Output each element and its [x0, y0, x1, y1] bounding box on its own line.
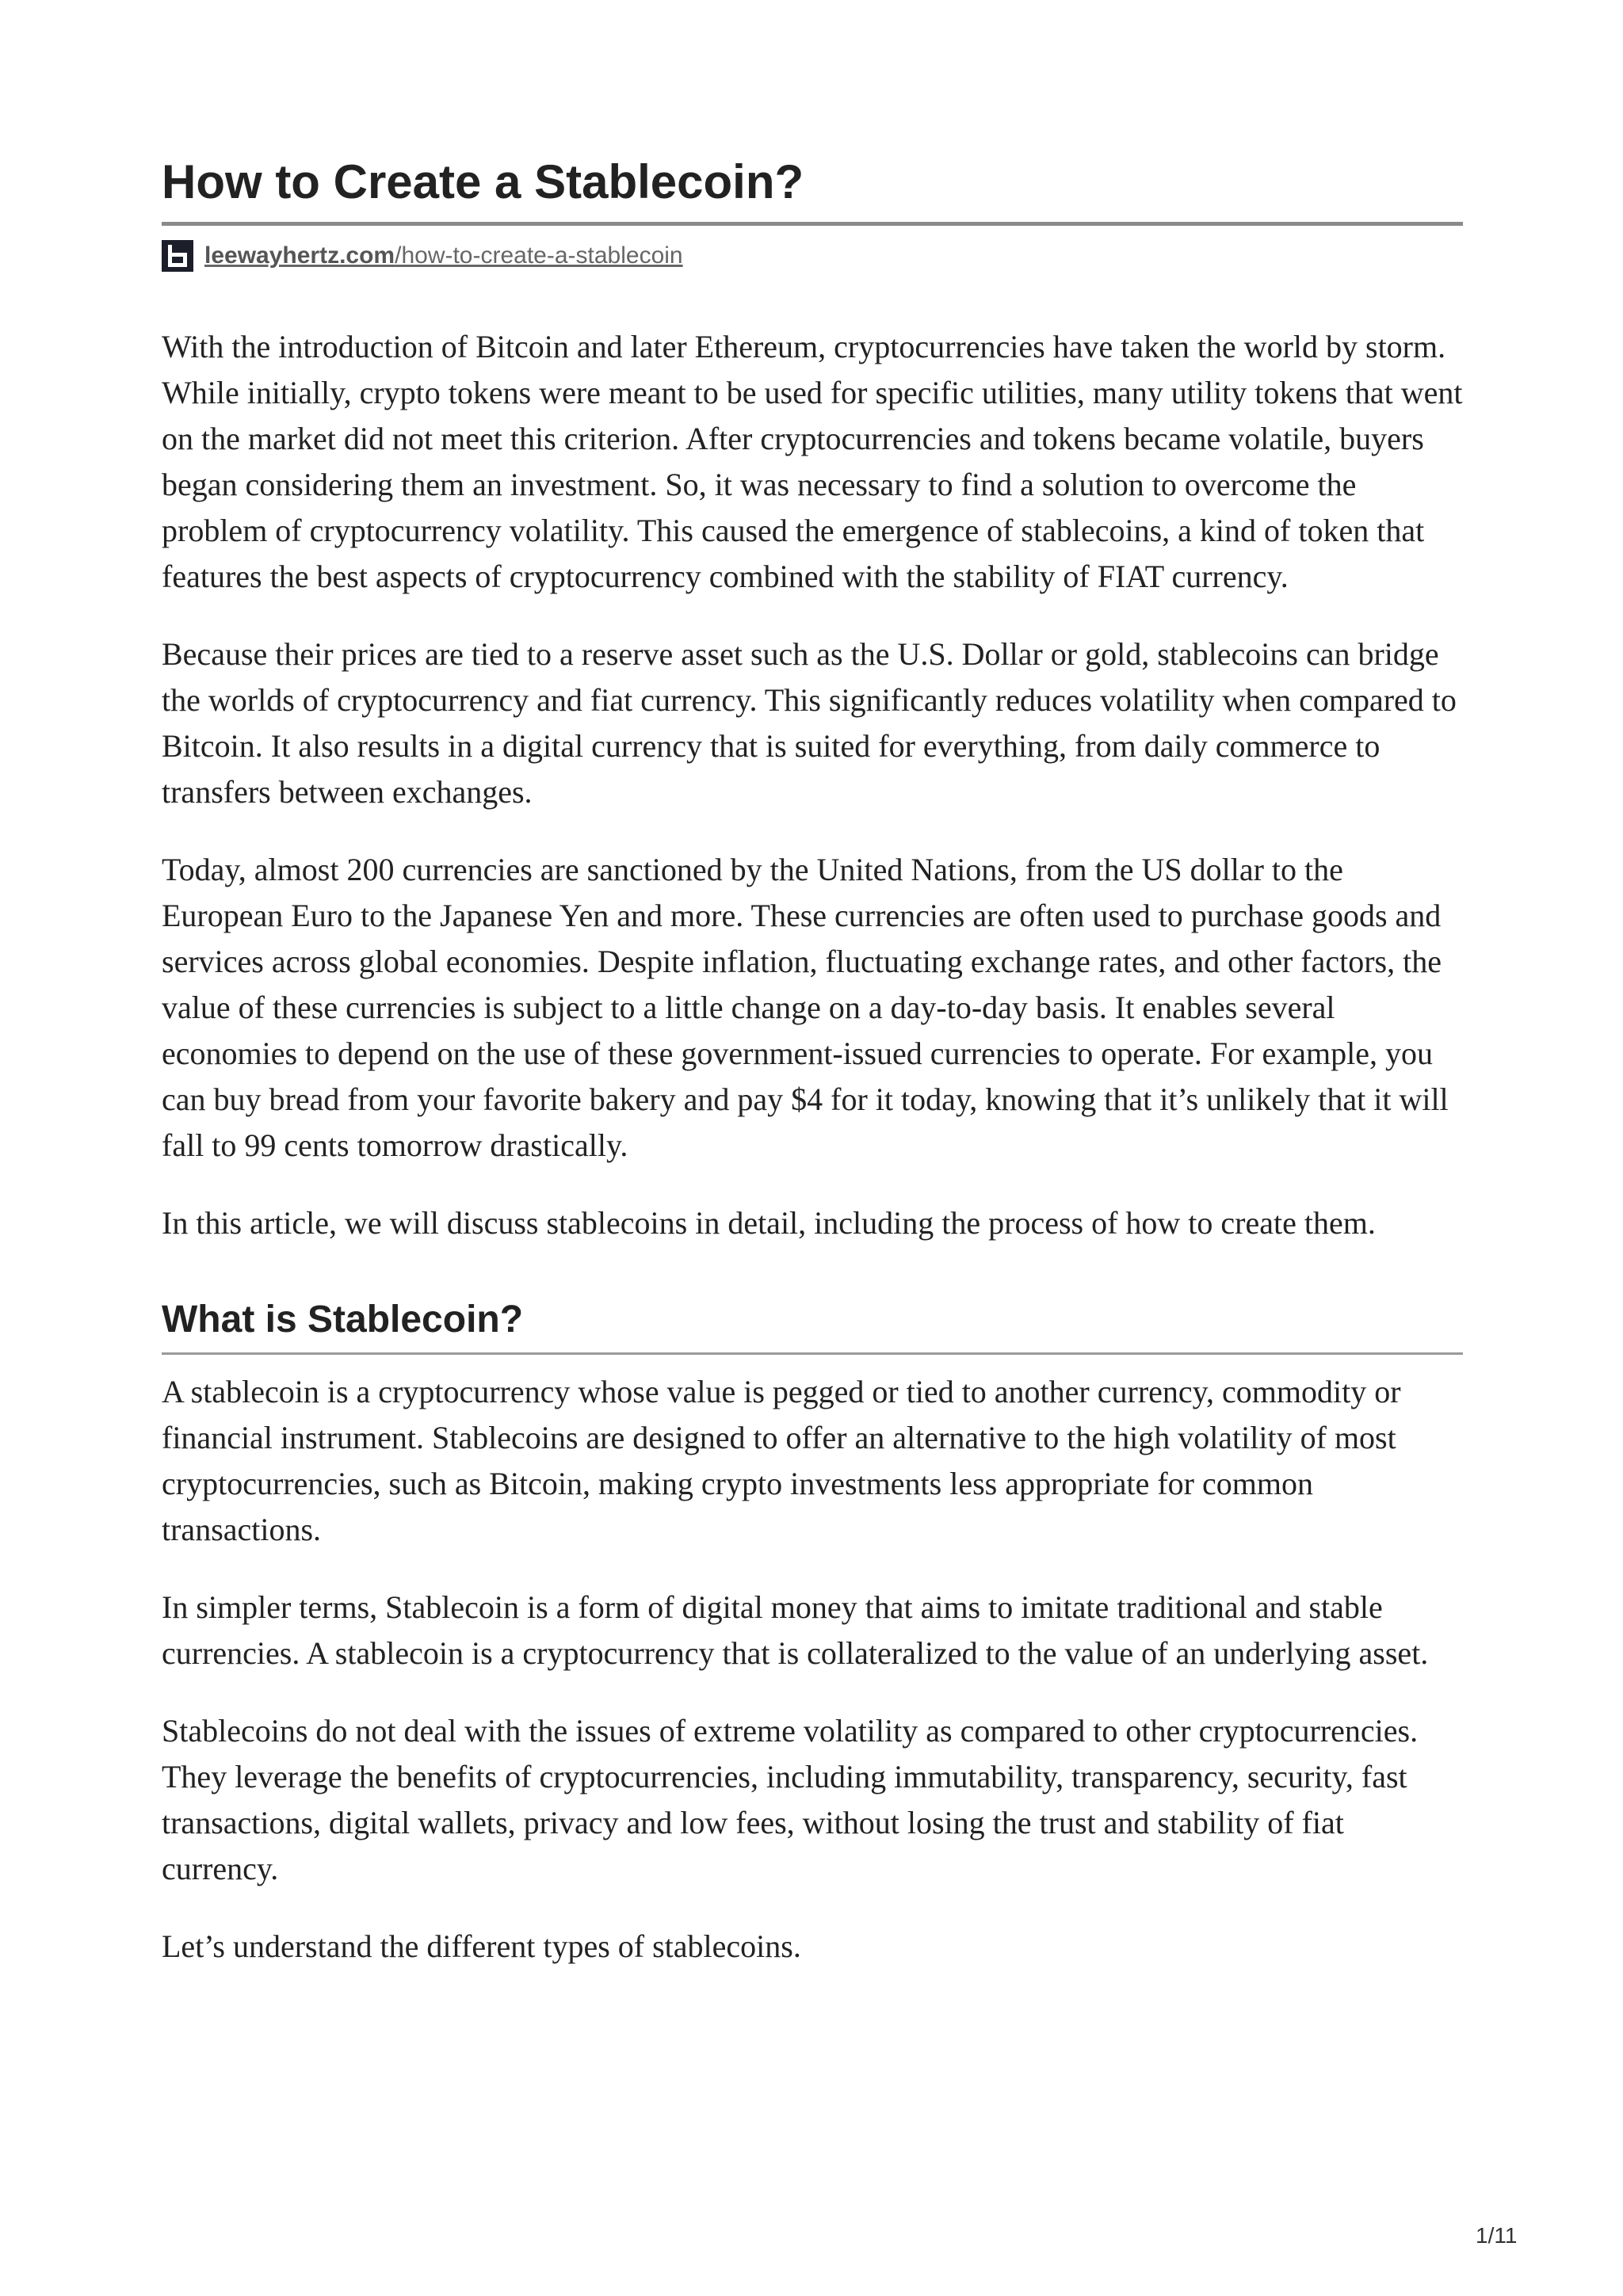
intro-paragraph-1: With the introduction of Bitcoin and later Ethereum, cryptocurrencies have taken the world by storm. While initially, crypto tokens were meant to be used for specific utilities, many utility tokens that went on the market did not meet this criterion. After cryptocurrencies and tokens became volatile, buyers began considering them an investment. So, it was necessary to find a solution to overcome the problem of cryptocurrency volatility. This caused the emergence of stablecoins, a kind of token that features the best aspects of cryptocurrency combined with the stability of FIAT currency. — [162, 329, 1463, 594]
intro-paragraph-3: Today, almost 200 currencies are sanctioned by the United Nations, from the US dollar to the European Euro to the Japanese Yen and more. These currencies are often used to purchase goods and services across global economies. Despite inflation, fluctuating exchange rates, and other factors, the value of these currencies is subject to a little change on a day-to-day basis. It enables several economies to depend on the use of these government-issued currencies to operate. For example, you can buy bread from your favorite bakery and pay $4 for it today, knowing that it’s unlikely that it will fall to 99 cents tomorrow drastically. — [162, 852, 1449, 1163]
source-link[interactable] — [204, 242, 683, 269]
page-title: How to Create a Stablecoin? — [162, 155, 804, 208]
page-number: 1/11 — [1476, 2223, 1518, 2248]
intro-paragraph-4: In this article, we will discuss stablecoins in detail, including the process of how to create them. — [162, 1205, 1376, 1241]
source-path: /how-to-create-a-stablecoin — [395, 242, 683, 269]
section-paragraph-2: In simpler terms, Stablecoin is a form of digital money that aims to imitate traditional and stable currencies. A stablecoin is a cryptocurrency that is collateralized to the value of an underlying asset. — [162, 1589, 1429, 1671]
source-line — [162, 240, 1463, 272]
leewayhertz-logo-icon — [162, 240, 193, 272]
section-divider — [162, 1352, 1463, 1355]
section-paragraph-3: Stablecoins do not deal with the issues of extreme volatility as compared to other cryptocurrencies. They leverage the benefits of cryptocurrencies, including immutability, transparency, security, fast transactions, digital wallets, privacy and low fees, without losing the trust and stability of fiat currency. — [162, 1713, 1419, 1886]
title-divider — [162, 222, 1463, 226]
section-heading-what-is-stablecoin: What is Stablecoin? — [162, 1299, 524, 1341]
source-domain: leewayhertz.com — [204, 242, 395, 269]
section-paragraph-4: Let’s understand the different types of stablecoins. — [162, 1928, 801, 1964]
intro-paragraph-2: Because their prices are tied to a reserve asset such as the U.S. Dollar or gold, stablecoins can bridge the worlds of cryptocurrency and fiat currency. This significantly reduces volatility when compared to Bitcoin. It also results in a digital currency that is suited for everything, from daily commerce to transfers between exchanges. — [162, 636, 1457, 810]
section-paragraph-1: A stablecoin is a cryptocurrency whose value is pegged or tied to another currency, commodity or financial instrument. Stablecoins are designed to offer an alternative to the high volatility of most cryptocurrencies, such as Bitcoin, making crypto investments less appropriate for common transactions. — [162, 1374, 1401, 1547]
document-page — [162, 0, 1463, 1970]
